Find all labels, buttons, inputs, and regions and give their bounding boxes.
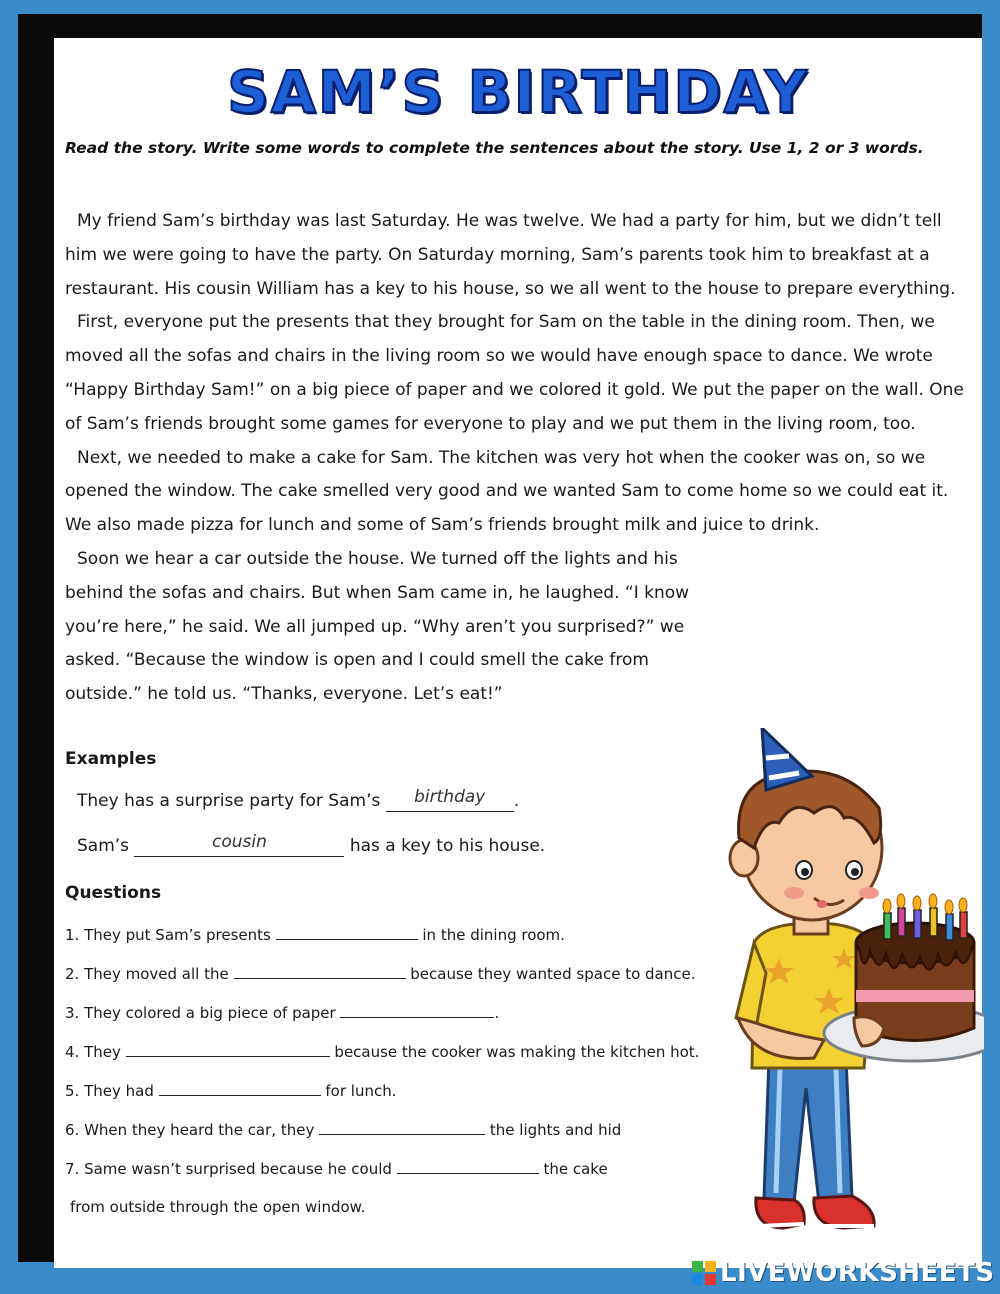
example-2-answer xyxy=(134,832,344,857)
story-paragraph: Soon we hear a car outside the house. We turned off the lights and his behind the sofas and chairs. But when Sam came in, he laughed. “I know you’re here,” he said. We all jumped up. “Why aren’t you surprised?” we asked. “Because the window is open and I could smell the cake from outside.” he told us. “Thanks, everyone. Let’s eat!” xyxy=(65,548,690,705)
question-5-text-after: for lunch. xyxy=(325,1082,397,1100)
example-2-after: has a key to his house. xyxy=(349,836,546,856)
story-text xyxy=(65,205,965,712)
brand-name: LIVEWORKSHEETS xyxy=(720,1258,995,1288)
example-1-answer xyxy=(386,787,514,812)
question-2-answer-blank[interactable] xyxy=(234,964,406,979)
question-4-text-after: because the cooker was making the kitchen hot. xyxy=(334,1043,700,1061)
question-1-answer-blank[interactable] xyxy=(276,925,418,940)
question-7-text: 7. Same wasn’t surprised because he could xyxy=(65,1160,392,1178)
question-3-answer-blank[interactable] xyxy=(340,1003,494,1018)
question-2-text: 2. They moved all the xyxy=(65,965,229,983)
question-7-continuation: from outside through the open window. xyxy=(70,1198,366,1216)
question-7-text-after: the cake xyxy=(543,1160,608,1178)
example-1-answer-text: birthday xyxy=(414,787,486,807)
worksheet-frame xyxy=(18,14,982,1262)
question-2 xyxy=(65,964,695,983)
question-4-answer-blank[interactable] xyxy=(126,1042,330,1057)
worksheet-page xyxy=(54,38,982,1268)
example-2 xyxy=(77,832,546,857)
question-6 xyxy=(65,1120,621,1139)
instructions: Read the story. Write some words to complete the sentences about the story. Use 1, 2 or 3 words. xyxy=(65,139,924,157)
question-5-text: 5. They had xyxy=(65,1082,154,1100)
question-3-text: 3. They colored a big piece of paper xyxy=(65,1004,336,1022)
question-1 xyxy=(65,925,565,944)
question-3-text-after: . xyxy=(494,1004,500,1022)
boy-with-cake-illustration xyxy=(694,728,984,1248)
question-2-text-after: because they wanted space to dance. xyxy=(410,965,696,983)
question-6-answer-blank[interactable] xyxy=(319,1120,485,1135)
question-1-text-after: in the dining room. xyxy=(422,926,565,944)
liveworksheets-logo[interactable] xyxy=(692,1258,995,1288)
page-title: SAM’S BIRTHDAY xyxy=(227,58,809,126)
example-1 xyxy=(77,787,520,812)
example-2-answer-text: cousin xyxy=(211,832,267,852)
liveworksheets-mark-icon xyxy=(692,1261,716,1285)
example-1-before: They has a surprise party for Sam’s xyxy=(77,791,381,811)
question-5-answer-blank[interactable] xyxy=(159,1081,321,1096)
question-7-answer-blank[interactable] xyxy=(397,1159,539,1174)
question-7 xyxy=(65,1159,608,1178)
story-paragraph: My friend Sam’s birthday was last Saturday. He was twelve. We had a party for him, but we didn’t tell him we were going to have the party. On Saturday morning, Sam’s parents took him to breakfast at a restaurant. His cousin William has a key to his house, so we all went to the house to prepare everything. xyxy=(65,211,956,299)
question-1-text: 1. They put Sam’s presents xyxy=(65,926,271,944)
examples-heading: Examples xyxy=(65,749,157,769)
question-5 xyxy=(65,1081,397,1100)
example-1-after: . xyxy=(513,791,520,811)
question-4-text: 4. They xyxy=(65,1043,121,1061)
story-paragraph: Next, we needed to make a cake for Sam. The kitchen was very hot when the cooker was on, so we opened the window. The cake smelled very good and we wanted Sam to come home so we could eat it. We also made pizza for lunch and some of Sam’s friends brought milk and juice to drink. xyxy=(65,447,949,536)
question-4 xyxy=(65,1042,699,1061)
example-2-before: Sam’s xyxy=(77,836,130,856)
question-3 xyxy=(65,1003,499,1022)
question-6-text: 6. When they heard the car, they xyxy=(65,1121,315,1139)
question-6-text-after: the lights and hid xyxy=(489,1121,622,1139)
story-paragraph: First, everyone put the presents that they brought for Sam on the table in the dining room. Then, we moved all the sofas and chairs in the living room so we would have enough space to dance. We wrote “Happy Birthday Sam!” on a big piece of paper and we colored it gold. We put the paper on the wall. One of Sam’s friends brought some games for everyone to play and we put them in the living room, too. xyxy=(65,312,964,434)
questions-heading: Questions xyxy=(65,883,162,903)
